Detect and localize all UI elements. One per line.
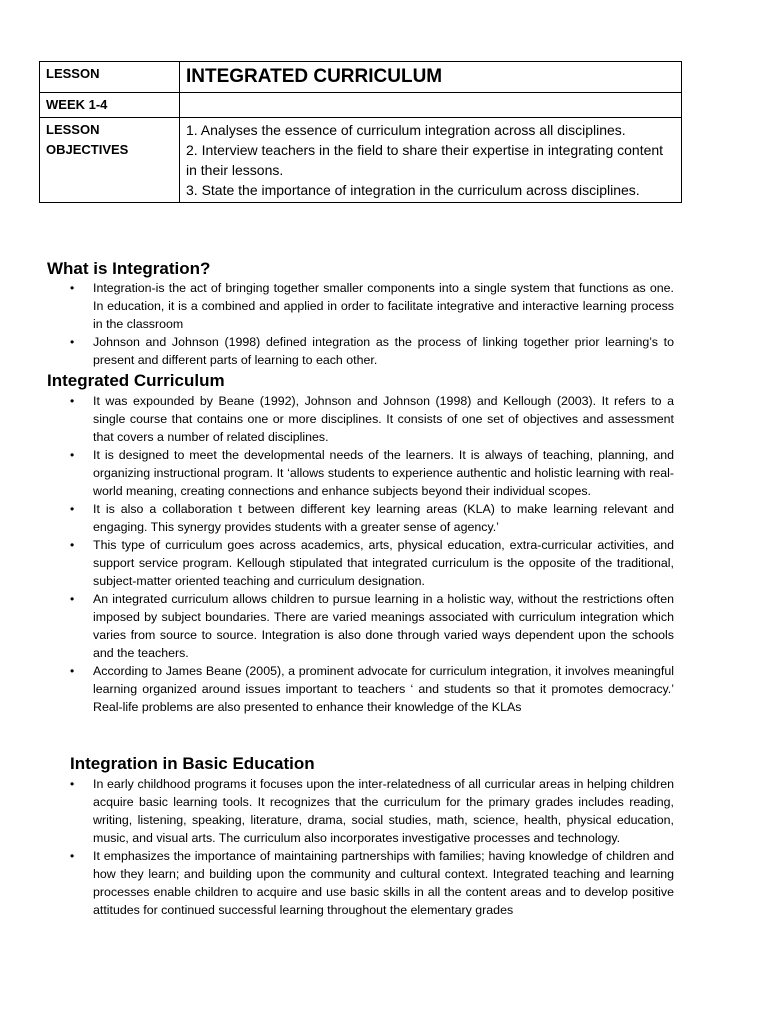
list-item: • It was expounded by Beane (1992), Johnson and Johnson (1998) and Kellough (2003). It refers to a single course that contains one or more disciplines. It consists of one set of objectives and assessment that covers a number of related disciplines. xyxy=(70,392,674,446)
list-item: • According to James Beane (2005), a prominent advocate for curriculum integration, it involves meaningful learning organized around issues important to teachers ‘ and students so that it promotes democracy.’ Real-life problems are also presented to enhance their knowledge of the KLAs xyxy=(70,662,674,716)
list-item: • An integrated curriculum allows children to pursue learning in a holistic way, without the restrictions often imposed by subject boundaries. There are varied meanings associated with curriculum integration which varies from source to source. Integration is also done through varied ways dependent upon the schools and the teachers. xyxy=(70,590,674,662)
objective-item: 2. Interview teachers in the field to share their expertise in integrating content in their lessons. xyxy=(186,142,664,178)
list-item: • In early childhood programs it focuses upon the inter-relatedness of all curricular areas in helping children acquire basic learning tools. It recognizes that the curriculum for the primary grades includes reading, writing, listening, speaking, literature, drama, social studies, math, science, health, physical education, music, and visual arts. The curriculum also incorporates investigative processes and technology. xyxy=(70,775,674,847)
what-is-integration-list xyxy=(70,279,674,369)
week-value xyxy=(180,93,682,118)
week-label: WEEK 1-4 xyxy=(40,93,180,118)
lesson-label: LESSON xyxy=(40,62,180,93)
objectives-row xyxy=(40,118,682,203)
basic-education-list xyxy=(70,775,674,919)
lesson-row xyxy=(40,62,682,93)
week-row xyxy=(40,93,682,118)
objectives-label: LESSON OBJECTIVES xyxy=(40,118,180,203)
objectives-cell xyxy=(180,118,682,203)
integrated-curriculum-list xyxy=(70,392,674,716)
list-item: • Johnson and Johnson (1998) defined integration as the process of linking together prior learning’s to present and different parts of learning to each other. xyxy=(70,333,674,369)
list-item: • This type of curriculum goes across academics, arts, physical education, extra-curricular activities, and support service program. Kellough stipulated that integrated curriculum is the opposite of the traditional, subject-matter oriented teaching and curriculum designation. xyxy=(70,536,674,590)
list-item: • It is also a collaboration t between different key learning areas (KLA) to make learning relevant and engaging. This synergy provides students with a greater sense of agency.’ xyxy=(70,500,674,536)
section-title-what-is-integration: What is Integration? xyxy=(47,259,211,278)
lesson-info-table xyxy=(39,61,682,203)
objective-item: 1. Analyses the essence of curriculum integration across all disciplines. xyxy=(186,122,626,138)
list-item: • Integration-is the act of bringing together smaller components into a single system that functions as one. In education, it is a combined and applied in order to facilitate integrative and interactive learning process in the classroom xyxy=(70,279,674,333)
list-item: • It is designed to meet the developmental needs of the learners. It is always of teaching, planning, and organizing instructional program. It ‘allows students to experience authentic and holistic learning with real-world meaning, creating connections and enhance subjects beyond their individual scopes. xyxy=(70,446,674,500)
objective-item: 3. State the importance of integration in the curriculum across disciplines. xyxy=(186,182,640,198)
section-title-integrated-curriculum: Integrated Curriculum xyxy=(47,371,225,390)
list-item: • It emphasizes the importance of maintaining partnerships with families; having knowledge of children and how they learn; and building upon the community and cultural context. Integrated teaching and learning processes enable children to acquire and use basic skills in all the content areas and to develop positive attitudes for continued successful learning throughout the elementary grades xyxy=(70,847,674,919)
section-title-basic-education: Integration in Basic Education xyxy=(70,754,315,773)
lesson-title: INTEGRATED CURRICULUM xyxy=(180,62,682,93)
